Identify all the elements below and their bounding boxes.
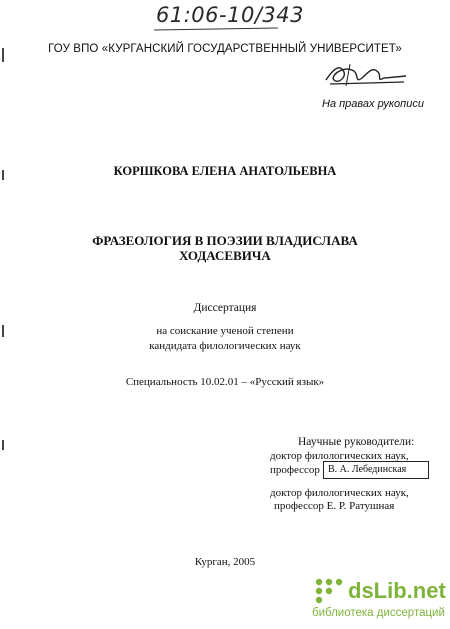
handwritten-number: 61:06-10/343 — [156, 3, 304, 27]
dots-logo-icon — [312, 576, 346, 606]
supervisors-heading: Научные руководители: — [298, 436, 415, 448]
handwritten-underline — [150, 0, 290, 34]
degree-line-1: на соискание ученой степени — [156, 325, 294, 337]
supervisor-2-line: профессор Е. Р. Ратушная — [274, 500, 395, 512]
watermark-subtitle: библиотека диссертаций — [312, 607, 445, 619]
signature — [320, 58, 410, 92]
supervisor-2-degree: доктор филологических наук, — [270, 487, 409, 499]
city-year: Курган, 2005 — [194, 556, 256, 568]
specialty: Специальность 10.02.01 – «Русский язык» — [125, 376, 325, 388]
degree-line-2: кандидата филологических наук — [149, 340, 301, 352]
watermark-logo: dsLib.net — [348, 578, 446, 603]
thesis-title-line-2: ХОДАСЕВИЧА — [179, 248, 271, 263]
thesis-title-line-1: ФРАЗЕОЛОГИЯ В ПОЭЗИИ ВЛАДИСЛАВА — [92, 233, 358, 248]
rights-note: На правах рукописи — [322, 98, 424, 110]
author-name: КОРШКОВА ЕЛЕНА АНАТОЛЬЕВНА — [113, 164, 337, 178]
supervisor-1-degree: доктор филологических наук, — [270, 450, 409, 462]
supervisor-1-title: профессор — [270, 464, 320, 476]
scan-margin-mark — [2, 440, 4, 450]
document-type: Диссертация — [193, 302, 257, 314]
supervisor-1-name-box: В. А. Лебединская — [323, 461, 429, 479]
university-header: ГОУ ВПО «КУРГАНСКИЙ ГОСУДАРСТВЕННЫЙ УНИВЕРСИТЕТ» — [48, 43, 402, 55]
